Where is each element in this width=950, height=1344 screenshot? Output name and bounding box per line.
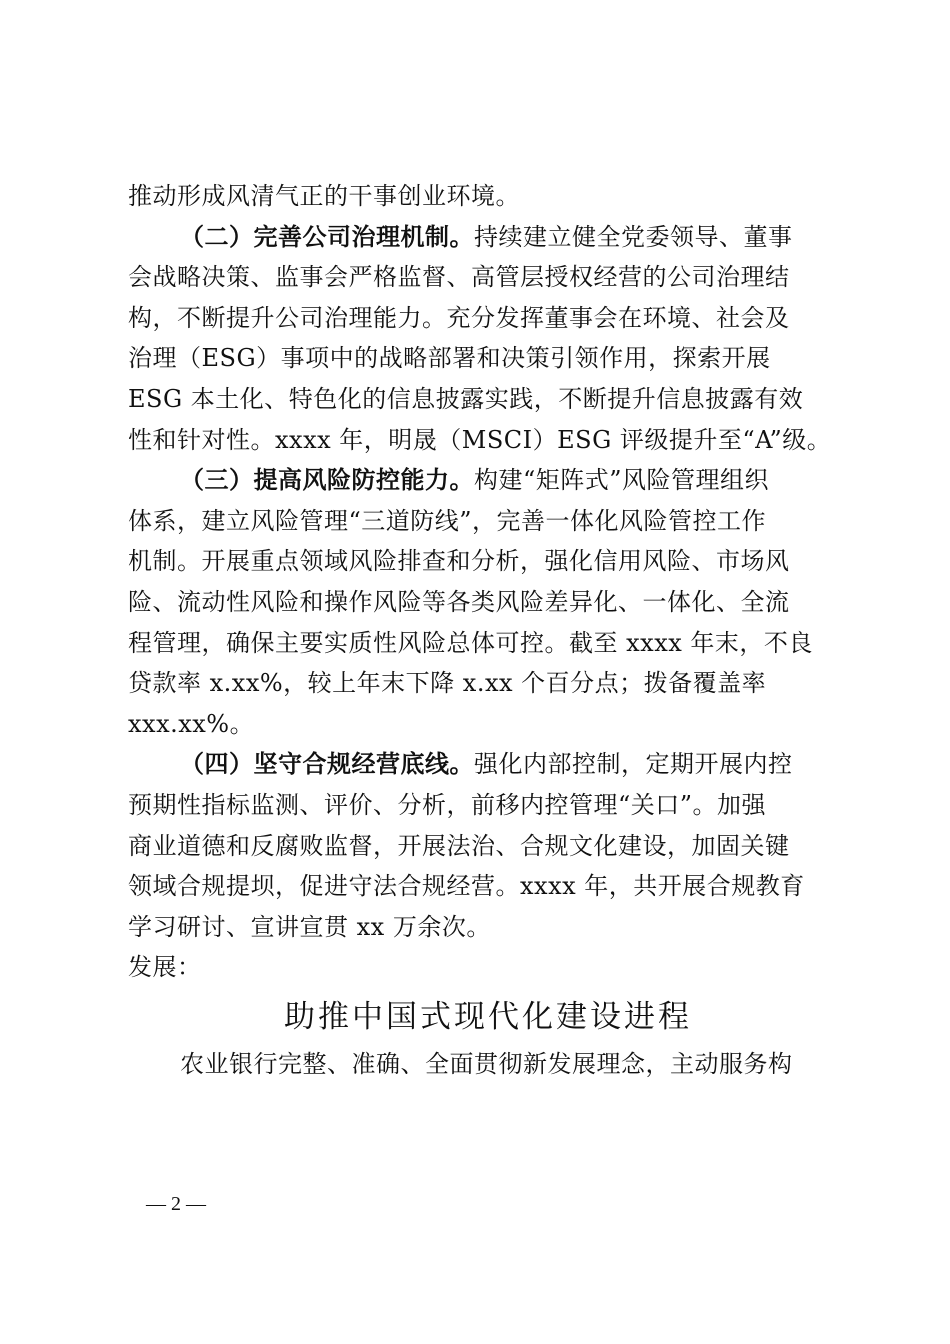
paragraph-line: 构，不断提升公司治理能力。充分发挥董事会在环境、社会及	[128, 303, 790, 332]
page-number: — 2 —	[146, 1193, 206, 1215]
section-title: （三）提高风险防控能力。	[180, 465, 474, 495]
paragraph-line: ESG 本土化、特色化的信息披露实践，不断提升信息披露有效	[128, 384, 804, 413]
paragraph-line: 推动形成风清气正的干事创业环境。	[128, 182, 520, 210]
paragraph-line: 商业道德和反腐败监督，开展法治、合规文化建设，加固关键	[128, 831, 790, 860]
document-body	[128, 176, 832, 1084]
section-title: （四）坚守合规经营底线。	[180, 749, 474, 779]
section-text: 强化内部控制，定期开展内控	[474, 750, 793, 779]
paragraph-line: 学习研讨、宣讲宣贯 xx 万余次。	[128, 912, 491, 941]
section-first-line	[128, 460, 828, 501]
section-first-line	[128, 217, 828, 258]
paragraph-line: 体系，建立风险管理“三道防线”，完善一体化风险管控工作	[128, 506, 767, 535]
paragraph-line: xxx.xx%。	[128, 709, 255, 738]
section-label: 发展：	[128, 953, 202, 982]
paragraph-line: 险、流动性风险和操作风险等各类风险差异化、一体化、全流	[128, 587, 790, 616]
paragraph-line: 程管理，确保主要实质性风险总体可控。截至 xxxx 年末，不良	[128, 628, 813, 657]
paragraph-line: 贷款率 x.xx%，较上年末下降 x.xx 个百分点；拨备覆盖率	[128, 669, 767, 698]
section-text: 构建“矩阵式”风险管理组织	[474, 466, 770, 495]
paragraph-line: 机制。开展重点领域风险排查和分析，强化信用风险、市场风	[128, 547, 790, 576]
section-text: 持续建立健全党委领导、董事	[474, 222, 793, 251]
section-heading: 助推中国式现代化建设进程	[284, 998, 692, 1035]
section-first-line	[128, 744, 828, 785]
paragraph-line: 预期性指标监测、评价、分析，前移内控管理“关口”。加强	[128, 790, 767, 819]
paragraph-line: 领域合规提坝，促进守法合规经营。xxxx 年，共开展合规教育	[128, 872, 805, 901]
paragraph-line: 性和针对性。xxxx 年，明晟（MSCI）ESG 评级提升至“A”级。	[128, 425, 832, 454]
paragraph-line: 农业银行完整、准确、全面贯彻新发展理念，主动服务构	[180, 1049, 793, 1078]
section-title: （二）完善公司治理机制。	[180, 221, 474, 251]
paragraph-line: 会战略决策、监事会严格监督、高管层授权经营的公司治理结	[128, 263, 790, 292]
paragraph-line: 治理（ESG）事项中的战略部署和决策引领作用，探索开展	[128, 344, 771, 373]
